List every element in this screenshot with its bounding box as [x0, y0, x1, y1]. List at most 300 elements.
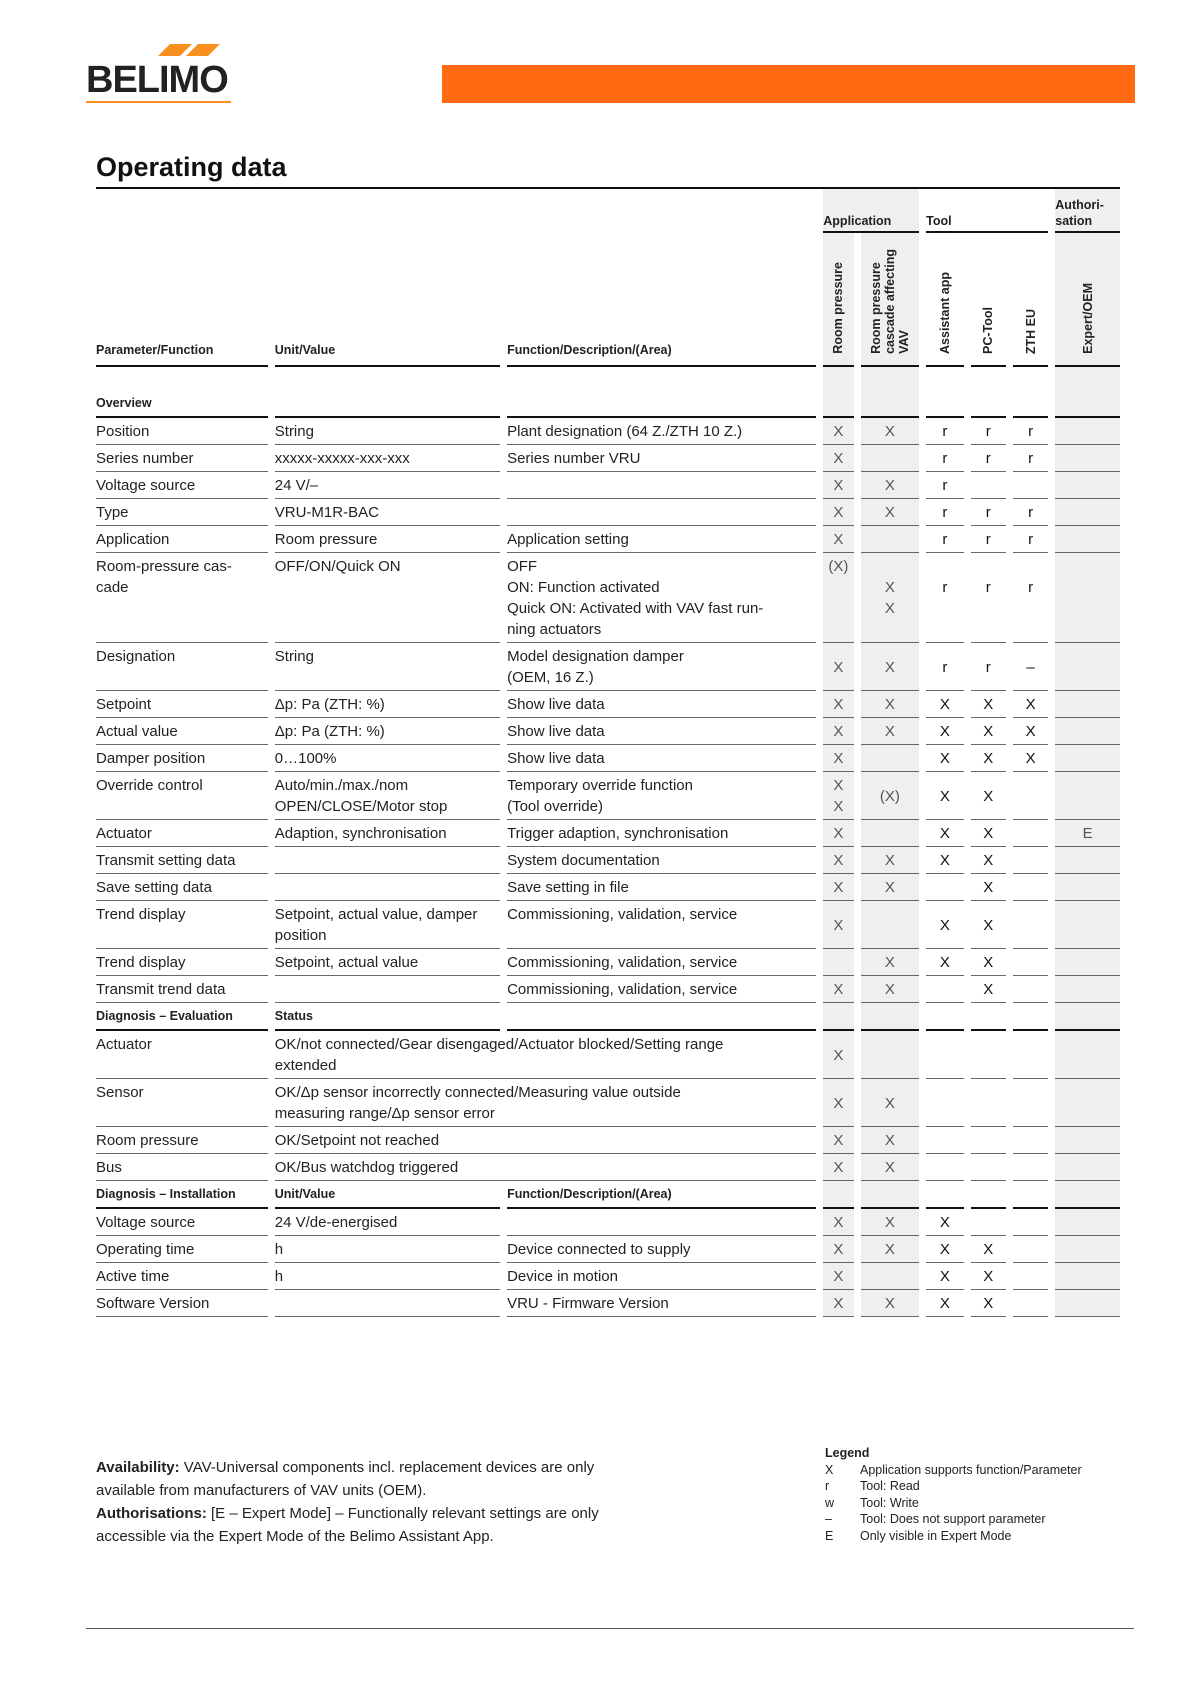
- parameter-cell: Bus: [96, 1154, 268, 1181]
- function-cell: Device in motion: [507, 1263, 816, 1290]
- footer-divider: [86, 1628, 1134, 1629]
- availability-text: VAV-Universal components incl. replacement devices are only available from manufacturers of VAV units (OEM).: [96, 1459, 595, 1499]
- column-header-row: [96, 233, 1120, 367]
- mark-room-pressure: X: [823, 445, 853, 472]
- unit-cell: 24 V/de-energised: [275, 1209, 500, 1236]
- mark-expert-oem: [1055, 1209, 1120, 1236]
- section-mark-cell: [1013, 367, 1048, 418]
- mark-room-pressure-cascade: (X): [861, 772, 920, 820]
- section-mark-cell: [861, 1181, 920, 1209]
- section-unit-header: Unit/Value: [275, 1181, 500, 1209]
- mark-expert-oem: [1055, 445, 1120, 472]
- mark-assistant-app: X: [926, 949, 963, 976]
- page-title: Operating data: [96, 152, 287, 182]
- mark-pc-tool: X: [971, 847, 1006, 874]
- mark-room-pressure-cascade: X: [861, 691, 920, 718]
- mark-assistant-app: r: [926, 643, 963, 691]
- mark-zth-eu: [1013, 1263, 1048, 1290]
- mark-room-pressure: X: [823, 847, 853, 874]
- operating-data-table: [89, 189, 1127, 1317]
- mark-zth-eu: r: [1013, 445, 1048, 472]
- mark-expert-oem: [1055, 418, 1120, 445]
- parameter-cell: Active time: [96, 1263, 268, 1290]
- mark-room-pressure-cascade: X: [861, 847, 920, 874]
- table-row: [96, 499, 1120, 526]
- parameter-cell: Trend display: [96, 949, 268, 976]
- parameter-cell: Transmit trend data: [96, 976, 268, 1003]
- status-cell: OK/Δp sensor incorrectly connected/Measuring value outside measuring range/Δp sensor error: [275, 1079, 817, 1127]
- section-mark-cell: [1055, 1003, 1120, 1031]
- unit-cell: [275, 874, 500, 901]
- logo-underline: [86, 101, 231, 103]
- legend-key: X: [825, 1462, 834, 1477]
- legend-key: –: [825, 1512, 832, 1526]
- mark-expert-oem: [1055, 901, 1120, 949]
- mark-room-pressure-cascade: X: [861, 874, 920, 901]
- section-row: [96, 1003, 1120, 1031]
- table-row: [96, 1079, 1120, 1127]
- mark-expert-oem: [1055, 772, 1120, 820]
- unit-cell: Δp: Pa (ZTH: %): [275, 691, 500, 718]
- table-row: [96, 976, 1120, 1003]
- section-unit-header: Status: [275, 1003, 500, 1031]
- section-mark-cell: [823, 1181, 853, 1209]
- mark-room-pressure-cascade: X: [861, 949, 920, 976]
- section-row: [96, 1181, 1120, 1209]
- mark-zth-eu: r: [1013, 526, 1048, 553]
- table-row: [96, 1209, 1120, 1236]
- mark-room-pressure: X: [823, 1154, 853, 1181]
- parameter-cell: Application: [96, 526, 268, 553]
- unit-cell: 24 V/–: [275, 472, 500, 499]
- legend-item: [825, 1528, 1082, 1545]
- mark-assistant-app: X: [926, 772, 963, 820]
- parameter-cell: Room pressure: [96, 1127, 268, 1154]
- section-mark-cell: [971, 367, 1006, 418]
- mark-room-pressure: X: [823, 976, 853, 1003]
- table-row: [96, 1154, 1120, 1181]
- mark-room-pressure-cascade: [861, 901, 920, 949]
- mark-room-pressure-cascade: X X: [861, 553, 920, 643]
- mark-room-pressure: X: [823, 1263, 853, 1290]
- mark-assistant-app: [926, 874, 963, 901]
- mark-zth-eu: r: [1013, 553, 1048, 643]
- unit-cell: VRU-M1R-BAC: [275, 499, 500, 526]
- header-zth-eu-label: ZTH EU: [1023, 308, 1038, 354]
- function-cell: Commissioning, validation, service: [507, 949, 816, 976]
- mark-pc-tool: [971, 1154, 1006, 1181]
- mark-zth-eu: X: [1013, 718, 1048, 745]
- section-mark-cell: [971, 1181, 1006, 1209]
- mark-room-pressure-cascade: X: [861, 472, 920, 499]
- header-assistant-app: [926, 233, 963, 367]
- mark-zth-eu: r: [1013, 418, 1048, 445]
- table-row: [96, 718, 1120, 745]
- header-pc-tool-label: PC-Tool: [981, 307, 996, 354]
- mark-pc-tool: X: [971, 1263, 1006, 1290]
- function-cell: [507, 499, 816, 526]
- mark-pc-tool: r: [971, 499, 1006, 526]
- mark-pc-tool: r: [971, 553, 1006, 643]
- unit-cell: Setpoint, actual value: [275, 949, 500, 976]
- mark-zth-eu: [1013, 949, 1048, 976]
- mark-room-pressure: (X): [823, 553, 853, 643]
- header-accent-bar: [442, 65, 1135, 103]
- mark-room-pressure: X: [823, 418, 853, 445]
- mark-expert-oem: [1055, 847, 1120, 874]
- parameter-cell: Setpoint: [96, 691, 268, 718]
- mark-pc-tool: [971, 1127, 1006, 1154]
- mark-pc-tool: X: [971, 820, 1006, 847]
- header-expert-oem: [1055, 233, 1120, 367]
- mark-assistant-app: r: [926, 499, 963, 526]
- mark-zth-eu: [1013, 772, 1048, 820]
- parameter-cell: Actuator: [96, 1031, 268, 1079]
- mark-assistant-app: r: [926, 553, 963, 643]
- legend-item: [825, 1478, 1082, 1495]
- header-function: Function/Description/(Area): [507, 233, 816, 367]
- table-row: [96, 820, 1120, 847]
- belimo-logo: [86, 44, 236, 104]
- mark-room-pressure: X: [823, 526, 853, 553]
- mark-expert-oem: [1055, 691, 1120, 718]
- section-function-header: [507, 367, 816, 418]
- mark-assistant-app: X: [926, 1236, 963, 1263]
- mark-assistant-app: [926, 1079, 963, 1127]
- parameter-cell: Operating time: [96, 1236, 268, 1263]
- function-cell: Series number VRU: [507, 445, 816, 472]
- mark-room-pressure-cascade: [861, 1263, 920, 1290]
- function-cell: [507, 1209, 816, 1236]
- section-mark-cell: [823, 1003, 853, 1031]
- mark-expert-oem: [1055, 718, 1120, 745]
- mark-assistant-app: X: [926, 691, 963, 718]
- mark-room-pressure-cascade: X: [861, 643, 920, 691]
- mark-room-pressure: X: [823, 1209, 853, 1236]
- table-row: [96, 1290, 1120, 1317]
- mark-assistant-app: [926, 1154, 963, 1181]
- unit-cell: 0…100%: [275, 745, 500, 772]
- mark-room-pressure-cascade: X: [861, 1154, 920, 1181]
- mark-pc-tool: r: [971, 418, 1006, 445]
- mark-pc-tool: r: [971, 445, 1006, 472]
- mark-expert-oem: [1055, 1290, 1120, 1317]
- header-pc-tool: [971, 233, 1006, 367]
- mark-assistant-app: X: [926, 745, 963, 772]
- unit-cell: OFF/ON/Quick ON: [275, 553, 500, 643]
- legend-key: w: [825, 1495, 835, 1510]
- mark-room-pressure: X: [823, 691, 853, 718]
- mark-pc-tool: [971, 1209, 1006, 1236]
- mark-room-pressure-cascade: X: [861, 1209, 920, 1236]
- unit-cell: Setpoint, actual value, damper position: [275, 901, 500, 949]
- mark-pc-tool: r: [971, 526, 1006, 553]
- mark-room-pressure: X: [823, 874, 853, 901]
- mark-expert-oem: [1055, 472, 1120, 499]
- mark-pc-tool: [971, 472, 1006, 499]
- legend: [825, 1445, 1082, 1544]
- table-row: [96, 1031, 1120, 1079]
- mark-room-pressure: X: [823, 1236, 853, 1263]
- mark-assistant-app: X: [926, 718, 963, 745]
- mark-pc-tool: X: [971, 772, 1006, 820]
- mark-room-pressure: X: [823, 745, 853, 772]
- authorisations-text: [E – Expert Mode] – Functionally relevant settings are only accessible via the Expert Mode of the Belimo Assistant App.: [96, 1505, 599, 1545]
- mark-room-pressure: X: [823, 1031, 853, 1079]
- parameter-cell: Voltage source: [96, 472, 268, 499]
- mark-room-pressure-cascade: X: [861, 976, 920, 1003]
- logo-chevron-icon: [186, 44, 220, 56]
- mark-expert-oem: [1055, 1263, 1120, 1290]
- group-header-row: [96, 189, 1120, 233]
- section-unit-header: [275, 367, 500, 418]
- mark-zth-eu: [1013, 1031, 1048, 1079]
- mark-room-pressure: X: [823, 1290, 853, 1317]
- unit-cell: h: [275, 1236, 500, 1263]
- legend-text: Tool: Write: [860, 1495, 919, 1510]
- parameter-cell: Override control: [96, 772, 268, 820]
- mark-room-pressure: X: [823, 718, 853, 745]
- mark-pc-tool: X: [971, 901, 1006, 949]
- table-row: [96, 772, 1120, 820]
- function-cell: VRU - Firmware Version: [507, 1290, 816, 1317]
- mark-pc-tool: X: [971, 976, 1006, 1003]
- mark-room-pressure-cascade: [861, 526, 920, 553]
- status-cell: OK/Bus watchdog triggered: [275, 1154, 817, 1181]
- header-room-pressure-cascade: [861, 233, 920, 367]
- mark-pc-tool: X: [971, 745, 1006, 772]
- function-cell: Temporary override function (Tool override): [507, 772, 816, 820]
- parameter-cell: Trend display: [96, 901, 268, 949]
- table-body: [96, 367, 1120, 1317]
- mark-pc-tool: [971, 1031, 1006, 1079]
- table-row: [96, 874, 1120, 901]
- header-parameter: Parameter/Function: [96, 233, 268, 367]
- header-assistant-app-label: Assistant app: [937, 272, 952, 354]
- unit-cell: String: [275, 418, 500, 445]
- mark-assistant-app: [926, 976, 963, 1003]
- unit-cell: Auto/min./max./nom OPEN/CLOSE/Motor stop: [275, 772, 500, 820]
- section-row: [96, 367, 1120, 418]
- logo-text: BELIMO: [86, 59, 228, 101]
- legend-key: r: [825, 1479, 830, 1493]
- mark-zth-eu: r: [1013, 499, 1048, 526]
- header-room-pressure-label: Room pressure: [831, 262, 846, 354]
- mark-pc-tool: r: [971, 643, 1006, 691]
- parameter-cell: Sensor: [96, 1079, 268, 1127]
- unit-cell: Δp: Pa (ZTH: %): [275, 718, 500, 745]
- mark-room-pressure-cascade: X: [861, 418, 920, 445]
- mark-zth-eu: [1013, 901, 1048, 949]
- parameter-cell: Damper position: [96, 745, 268, 772]
- unit-cell: [275, 976, 500, 1003]
- empty-header: [96, 189, 816, 233]
- legend-title: Legend: [825, 1446, 870, 1460]
- section-mark-cell: [1013, 1181, 1048, 1209]
- mark-expert-oem: [1055, 1236, 1120, 1263]
- unit-cell: Room pressure: [275, 526, 500, 553]
- mark-assistant-app: X: [926, 1209, 963, 1236]
- legend-item: [825, 1495, 1082, 1512]
- section-mark-cell: [861, 1003, 920, 1031]
- mark-expert-oem: [1055, 1154, 1120, 1181]
- table-row: [96, 553, 1120, 643]
- section-mark-cell: [971, 1003, 1006, 1031]
- mark-zth-eu: [1013, 1079, 1048, 1127]
- mark-zth-eu: [1013, 976, 1048, 1003]
- unit-cell: h: [275, 1263, 500, 1290]
- function-cell: OFF ON: Function activated Quick ON: Activated with VAV fast run- ning actuators: [507, 553, 816, 643]
- unit-cell: Adaption, synchronisation: [275, 820, 500, 847]
- group-application: Application: [823, 189, 919, 233]
- mark-pc-tool: X: [971, 1236, 1006, 1263]
- mark-room-pressure: X: [823, 1079, 853, 1127]
- mark-room-pressure-cascade: [861, 445, 920, 472]
- table-row: [96, 643, 1120, 691]
- legend-text: Application supports function/Parameter: [860, 1462, 1082, 1477]
- function-cell: [507, 472, 816, 499]
- mark-zth-eu: [1013, 1154, 1048, 1181]
- mark-room-pressure: X: [823, 1127, 853, 1154]
- unit-cell: xxxxx-xxxxx-xxx-xxx: [275, 445, 500, 472]
- mark-pc-tool: X: [971, 1290, 1006, 1317]
- section-mark-cell: [823, 367, 853, 418]
- parameter-cell: Voltage source: [96, 1209, 268, 1236]
- table-row: [96, 949, 1120, 976]
- table-row: [96, 418, 1120, 445]
- mark-zth-eu: [1013, 1209, 1048, 1236]
- mark-expert-oem: [1055, 553, 1120, 643]
- function-cell: Commissioning, validation, service: [507, 976, 816, 1003]
- section-mark-cell: [926, 367, 963, 418]
- mark-expert-oem: [1055, 745, 1120, 772]
- parameter-cell: Actuator: [96, 820, 268, 847]
- mark-room-pressure-cascade: X: [861, 1127, 920, 1154]
- legend-text: Only visible in Expert Mode: [860, 1528, 1012, 1543]
- header-unit: Unit/Value: [275, 233, 500, 367]
- mark-assistant-app: X: [926, 1263, 963, 1290]
- section-mark-cell: [926, 1003, 963, 1031]
- mark-pc-tool: X: [971, 949, 1006, 976]
- mark-room-pressure: X: [823, 901, 853, 949]
- table-row: [96, 745, 1120, 772]
- mark-zth-eu: [1013, 874, 1048, 901]
- mark-room-pressure-cascade: X: [861, 1079, 920, 1127]
- mark-assistant-app: r: [926, 526, 963, 553]
- parameter-cell: Series number: [96, 445, 268, 472]
- mark-room-pressure: X: [823, 643, 853, 691]
- mark-assistant-app: [926, 1031, 963, 1079]
- legend-key: E: [825, 1528, 834, 1543]
- mark-assistant-app: X: [926, 820, 963, 847]
- legend-item: [825, 1462, 1082, 1479]
- mark-zth-eu: X: [1013, 691, 1048, 718]
- section-mark-cell: [926, 1181, 963, 1209]
- section-function-header: [507, 1003, 816, 1031]
- status-cell: OK/not connected/Gear disengaged/Actuator blocked/Setting range extended: [275, 1031, 817, 1079]
- mark-expert-oem: [1055, 874, 1120, 901]
- parameter-cell: Room-pressure cas- cade: [96, 553, 268, 643]
- mark-expert-oem: [1055, 1079, 1120, 1127]
- mark-expert-oem: [1055, 949, 1120, 976]
- header-room-pressure: [823, 233, 853, 367]
- mark-room-pressure: X: [823, 499, 853, 526]
- function-cell: Plant designation (64 Z./ZTH 10 Z.): [507, 418, 816, 445]
- mark-room-pressure: X: [823, 820, 853, 847]
- mark-expert-oem: [1055, 499, 1120, 526]
- function-cell: Trigger adaption, synchronisation: [507, 820, 816, 847]
- parameter-cell: Type: [96, 499, 268, 526]
- mark-expert-oem: [1055, 976, 1120, 1003]
- legend-text: Tool: Does not support parameter: [860, 1512, 1046, 1526]
- parameter-cell: Position: [96, 418, 268, 445]
- mark-pc-tool: X: [971, 874, 1006, 901]
- parameter-cell: Actual value: [96, 718, 268, 745]
- mark-zth-eu: X: [1013, 745, 1048, 772]
- mark-expert-oem: [1055, 643, 1120, 691]
- unit-cell: [275, 847, 500, 874]
- table-row: [96, 1236, 1120, 1263]
- legend-item: [825, 1511, 1082, 1528]
- mark-assistant-app: r: [926, 445, 963, 472]
- mark-zth-eu: [1013, 1290, 1048, 1317]
- section-function-header: Function/Description/(Area): [507, 1181, 816, 1209]
- mark-room-pressure: X X: [823, 772, 853, 820]
- parameter-cell: Transmit setting data: [96, 847, 268, 874]
- mark-zth-eu: [1013, 1236, 1048, 1263]
- mark-room-pressure: X: [823, 472, 853, 499]
- mark-room-pressure-cascade: X: [861, 718, 920, 745]
- mark-zth-eu: [1013, 847, 1048, 874]
- function-cell: Show live data: [507, 745, 816, 772]
- mark-expert-oem: E: [1055, 820, 1120, 847]
- group-authorisation: Authori- sation: [1055, 189, 1120, 233]
- mark-assistant-app: X: [926, 847, 963, 874]
- function-cell: Device connected to supply: [507, 1236, 816, 1263]
- header-expert-oem-label: Expert/OEM: [1080, 283, 1095, 354]
- mark-room-pressure-cascade: X: [861, 1236, 920, 1263]
- function-cell: System documentation: [507, 847, 816, 874]
- authorisations-label: Authorisations:: [96, 1505, 207, 1522]
- table-row: [96, 847, 1120, 874]
- mark-pc-tool: [971, 1079, 1006, 1127]
- table-row: [96, 1127, 1120, 1154]
- mark-expert-oem: [1055, 1031, 1120, 1079]
- section-label: Diagnosis – Evaluation: [96, 1003, 268, 1031]
- mark-room-pressure-cascade: [861, 745, 920, 772]
- table-row: [96, 445, 1120, 472]
- mark-assistant-app: r: [926, 472, 963, 499]
- mark-assistant-app: [926, 1127, 963, 1154]
- mark-zth-eu: –: [1013, 643, 1048, 691]
- table-row: [96, 1263, 1120, 1290]
- section-mark-cell: [1055, 1181, 1120, 1209]
- mark-assistant-app: X: [926, 901, 963, 949]
- availability-note: [96, 1456, 656, 1548]
- section-mark-cell: [1013, 1003, 1048, 1031]
- function-cell: Model designation damper (OEM, 16 Z.): [507, 643, 816, 691]
- function-cell: Show live data: [507, 718, 816, 745]
- header-zth-eu: [1013, 233, 1048, 367]
- function-cell: Commissioning, validation, service: [507, 901, 816, 949]
- function-cell: Show live data: [507, 691, 816, 718]
- mark-pc-tool: X: [971, 718, 1006, 745]
- status-cell: OK/Setpoint not reached: [275, 1127, 817, 1154]
- table-row: [96, 901, 1120, 949]
- mark-expert-oem: [1055, 526, 1120, 553]
- mark-expert-oem: [1055, 1127, 1120, 1154]
- section-mark-cell: [1055, 367, 1120, 418]
